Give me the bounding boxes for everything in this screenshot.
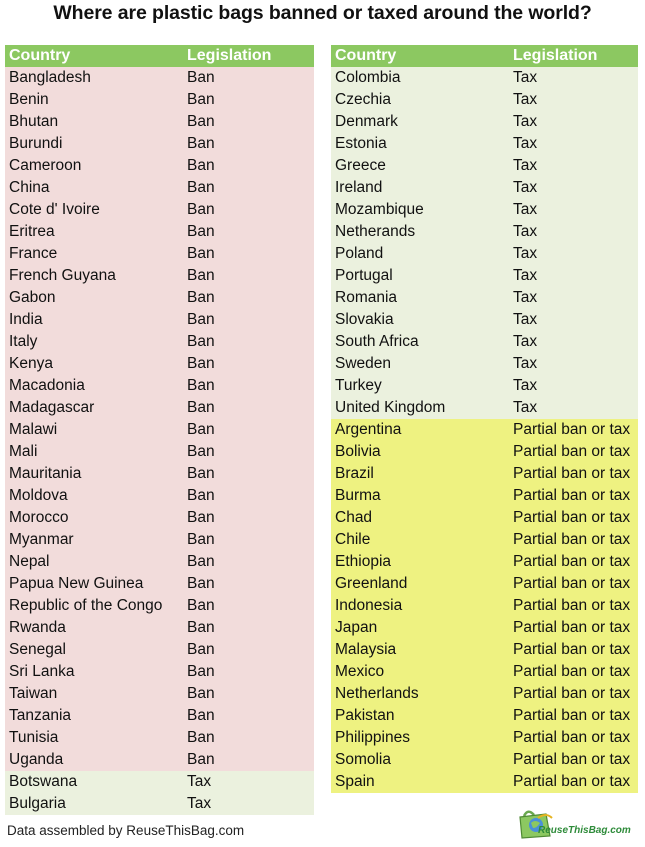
legislation-cell: Ban xyxy=(187,377,215,394)
legislation-cell: Partial ban or tax xyxy=(513,509,631,526)
table-row xyxy=(5,661,314,683)
table-row xyxy=(5,749,314,771)
table-row xyxy=(331,287,638,309)
legislation-cell: Tax xyxy=(513,91,538,108)
legislation-cell: Ban xyxy=(187,597,215,614)
country-cell: Italy xyxy=(9,333,38,350)
legislation-cell: Ban xyxy=(187,487,215,504)
table-row xyxy=(331,617,638,639)
legislation-cell: Ban xyxy=(187,751,215,768)
table-row xyxy=(331,419,638,441)
legislation-cell: Tax xyxy=(187,795,212,812)
country-cell: South Africa xyxy=(335,333,419,350)
table-row xyxy=(331,683,638,705)
country-cell: India xyxy=(9,311,43,328)
country-cell: Cote d' Ivoire xyxy=(9,201,100,218)
legislation-cell: Ban xyxy=(187,91,215,108)
country-cell: Rwanda xyxy=(9,619,66,636)
country-cell: Malaysia xyxy=(335,641,397,658)
table-row xyxy=(331,661,638,683)
legislation-cell: Tax xyxy=(513,201,538,218)
legislation-cell: Partial ban or tax xyxy=(513,773,631,790)
country-column-header: Country xyxy=(9,47,71,64)
legislation-cell: Ban xyxy=(187,553,215,570)
table-row xyxy=(5,683,314,705)
country-cell: Sri Lanka xyxy=(9,663,75,680)
page-title: Where are plastic bags banned or taxed around the world? xyxy=(53,2,592,24)
country-cell: Brazil xyxy=(335,465,374,482)
country-cell: Bhutan xyxy=(9,113,59,130)
country-cell: Myanmar xyxy=(9,531,74,548)
country-cell: Indonesia xyxy=(335,597,403,614)
source-credit: Data assembled by ReuseThisBag.com xyxy=(7,823,245,838)
legislation-cell: Ban xyxy=(187,201,215,218)
right-table xyxy=(331,45,638,793)
country-cell: Czechia xyxy=(335,91,391,108)
legislation-cell: Tax xyxy=(513,223,538,240)
legislation-cell: Tax xyxy=(513,135,538,152)
legislation-cell: Ban xyxy=(187,399,215,416)
table-row xyxy=(5,331,314,353)
country-cell: Burundi xyxy=(9,135,63,152)
country-cell: Argentina xyxy=(335,421,402,438)
table-row xyxy=(331,375,638,397)
country-cell: France xyxy=(9,245,58,262)
legislation-cell: Ban xyxy=(187,223,215,240)
table-header xyxy=(331,45,638,67)
country-cell: Tanzania xyxy=(9,707,72,724)
table-row xyxy=(331,551,638,573)
legislation-cell: Ban xyxy=(187,289,215,306)
reusethisbag-logo xyxy=(514,806,642,844)
table-row xyxy=(5,375,314,397)
table-header xyxy=(5,45,314,67)
table-row xyxy=(331,155,638,177)
left-table xyxy=(5,45,314,815)
legislation-cell: Partial ban or tax xyxy=(513,729,631,746)
table-row xyxy=(5,199,314,221)
legislation-column-header: Legislation xyxy=(187,47,272,64)
table-row xyxy=(5,463,314,485)
country-cell: Mali xyxy=(9,443,38,460)
country-cell: Ireland xyxy=(335,179,383,196)
logo-text: ReuseThisBag.com xyxy=(538,825,631,836)
legislation-cell: Ban xyxy=(187,575,215,592)
legislation-cell: Partial ban or tax xyxy=(513,597,631,614)
right-table-body xyxy=(331,67,638,793)
country-cell: Republic of the Congo xyxy=(9,597,163,614)
country-cell: Malawi xyxy=(9,421,58,438)
table-row xyxy=(5,727,314,749)
country-cell: Burma xyxy=(335,487,381,504)
table-row xyxy=(5,111,314,133)
legislation-cell: Ban xyxy=(187,509,215,526)
table-row xyxy=(5,67,314,89)
table-row xyxy=(5,771,314,793)
legislation-cell: Partial ban or tax xyxy=(513,465,631,482)
table-row xyxy=(5,397,314,419)
table-row xyxy=(5,265,314,287)
country-cell: United Kingdom xyxy=(335,399,446,416)
legislation-cell: Ban xyxy=(187,421,215,438)
legislation-cell: Tax xyxy=(513,289,538,306)
table-row xyxy=(5,485,314,507)
table-row xyxy=(331,243,638,265)
left-table-body xyxy=(5,67,314,815)
country-cell: Romania xyxy=(335,289,398,306)
table-row xyxy=(331,705,638,727)
legislation-cell: Ban xyxy=(187,531,215,548)
table-row xyxy=(5,793,314,815)
country-cell: Senegal xyxy=(9,641,66,658)
legislation-column-header: Legislation xyxy=(513,47,598,64)
table-row xyxy=(5,573,314,595)
table-row xyxy=(331,309,638,331)
country-cell: Netherands xyxy=(335,223,416,240)
country-cell: China xyxy=(9,179,50,196)
table-row xyxy=(5,705,314,727)
country-cell: Spain xyxy=(335,773,375,790)
table-row xyxy=(331,67,638,89)
legislation-cell: Partial ban or tax xyxy=(513,619,631,636)
table-row xyxy=(331,529,638,551)
country-cell: Mexico xyxy=(335,663,385,680)
legislation-cell: Ban xyxy=(187,245,215,262)
legislation-cell: Tax xyxy=(513,399,538,416)
legislation-cell: Ban xyxy=(187,685,215,702)
table-row xyxy=(331,727,638,749)
country-cell: Turkey xyxy=(335,377,382,394)
table-row xyxy=(5,287,314,309)
legislation-cell: Partial ban or tax xyxy=(513,707,631,724)
country-cell: Ethiopia xyxy=(335,553,392,570)
country-cell: Eritrea xyxy=(9,223,55,240)
legislation-cell: Ban xyxy=(187,465,215,482)
legislation-cell: Ban xyxy=(187,729,215,746)
legislation-cell: Tax xyxy=(513,333,538,350)
legislation-cell: Partial ban or tax xyxy=(513,487,631,504)
table-row xyxy=(5,177,314,199)
table-row xyxy=(5,221,314,243)
country-cell: Madagascar xyxy=(9,399,95,416)
table-row xyxy=(331,573,638,595)
table-row xyxy=(331,397,638,419)
table-row xyxy=(5,551,314,573)
country-cell: Pakistan xyxy=(335,707,395,724)
legislation-cell: Ban xyxy=(187,663,215,680)
country-cell: Nepal xyxy=(9,553,50,570)
country-cell: Cameroon xyxy=(9,157,82,174)
country-cell: Taiwan xyxy=(9,685,58,702)
country-cell: Macadonia xyxy=(9,377,85,394)
legislation-cell: Ban xyxy=(187,311,215,328)
legislation-cell: Ban xyxy=(187,113,215,130)
table-row xyxy=(331,595,638,617)
table-row xyxy=(331,749,638,771)
legislation-cell: Partial ban or tax xyxy=(513,685,631,702)
table-row xyxy=(331,353,638,375)
legislation-cell: Partial ban or tax xyxy=(513,751,631,768)
table-row xyxy=(5,133,314,155)
table-row xyxy=(331,331,638,353)
country-column-header: Country xyxy=(335,47,397,64)
table-row xyxy=(331,441,638,463)
country-cell: Bangladesh xyxy=(9,69,91,86)
legislation-cell: Ban xyxy=(187,135,215,152)
country-cell: Morocco xyxy=(9,509,69,526)
legislation-cell: Tax xyxy=(187,773,212,790)
legislation-cell: Tax xyxy=(513,157,538,174)
table-row xyxy=(5,639,314,661)
country-cell: Chad xyxy=(335,509,373,526)
legislation-cell: Ban xyxy=(187,179,215,196)
country-cell: Sweden xyxy=(335,355,392,372)
country-cell: Portugal xyxy=(335,267,393,284)
table-row xyxy=(331,177,638,199)
country-cell: Somolia xyxy=(335,751,391,768)
table-row xyxy=(5,617,314,639)
country-cell: Uganda xyxy=(9,751,64,768)
table-row xyxy=(5,155,314,177)
country-cell: Kenya xyxy=(9,355,53,372)
legislation-cell: Ban xyxy=(187,707,215,724)
legislation-cell: Ban xyxy=(187,619,215,636)
country-cell: Tunisia xyxy=(9,729,59,746)
country-cell: Papua New Guinea xyxy=(9,575,144,592)
country-cell: Gabon xyxy=(9,289,56,306)
table-row xyxy=(5,441,314,463)
legislation-cell: Ban xyxy=(187,641,215,658)
country-cell: Philippines xyxy=(335,729,410,746)
country-cell: Denmark xyxy=(335,113,398,130)
table-row xyxy=(5,595,314,617)
table-row xyxy=(5,353,314,375)
table-row xyxy=(331,639,638,661)
table-row xyxy=(331,265,638,287)
legislation-cell: Partial ban or tax xyxy=(513,421,631,438)
legislation-cell: Tax xyxy=(513,69,538,86)
table-row xyxy=(331,507,638,529)
table-row xyxy=(331,199,638,221)
table-row xyxy=(331,133,638,155)
table-row xyxy=(331,463,638,485)
country-cell: Greece xyxy=(335,157,386,174)
country-cell: French Guyana xyxy=(9,267,116,284)
table-row xyxy=(5,243,314,265)
country-cell: Netherlands xyxy=(335,685,419,702)
legislation-cell: Ban xyxy=(187,333,215,350)
country-cell: Chile xyxy=(335,531,371,548)
table-row xyxy=(331,485,638,507)
country-cell: Poland xyxy=(335,245,384,262)
legislation-cell: Partial ban or tax xyxy=(513,443,631,460)
country-cell: Benin xyxy=(9,91,49,108)
table-row xyxy=(331,221,638,243)
country-cell: Estonia xyxy=(335,135,387,152)
legislation-cell: Tax xyxy=(513,377,538,394)
legislation-cell: Tax xyxy=(513,355,538,372)
country-cell: Botswana xyxy=(9,773,78,790)
table-row xyxy=(331,89,638,111)
table-row xyxy=(5,529,314,551)
legislation-cell: Partial ban or tax xyxy=(513,575,631,592)
legislation-cell: Ban xyxy=(187,355,215,372)
legislation-cell: Tax xyxy=(513,245,538,262)
country-cell: Greenland xyxy=(335,575,408,592)
country-cell: Bolivia xyxy=(335,443,381,460)
legislation-cell: Tax xyxy=(513,179,538,196)
country-cell: Moldova xyxy=(9,487,68,504)
legislation-cell: Ban xyxy=(187,267,215,284)
table-row xyxy=(5,89,314,111)
legislation-cell: Tax xyxy=(513,267,538,284)
table-row xyxy=(331,111,638,133)
country-cell: Bulgaria xyxy=(9,795,66,812)
country-cell: Mozambique xyxy=(335,201,424,218)
country-cell: Slovakia xyxy=(335,311,394,328)
legislation-cell: Ban xyxy=(187,443,215,460)
table-row xyxy=(5,309,314,331)
legislation-cell: Ban xyxy=(187,69,215,86)
table-row xyxy=(331,771,638,793)
legislation-cell: Partial ban or tax xyxy=(513,663,631,680)
country-cell: Japan xyxy=(335,619,378,636)
legislation-cell: Tax xyxy=(513,113,538,130)
legislation-cell: Partial ban or tax xyxy=(513,531,631,548)
legislation-cell: Partial ban or tax xyxy=(513,553,631,570)
legislation-cell: Partial ban or tax xyxy=(513,641,631,658)
table-row xyxy=(5,507,314,529)
legislation-cell: Tax xyxy=(513,311,538,328)
country-cell: Colombia xyxy=(335,69,401,86)
legislation-cell: Ban xyxy=(187,157,215,174)
table-row xyxy=(5,419,314,441)
country-cell: Mauritania xyxy=(9,465,82,482)
